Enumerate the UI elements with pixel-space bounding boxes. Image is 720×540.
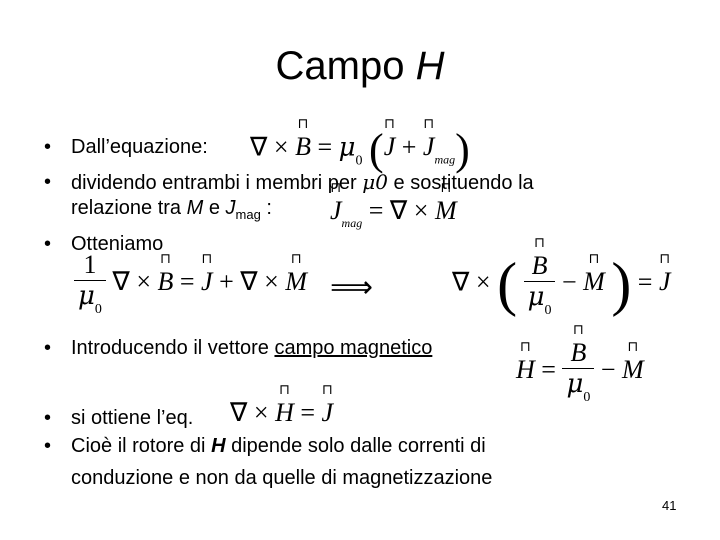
title-var: H [415,44,445,88]
equation-jmag: ⊓ $J_{mag}$ = ∇ × ⊓ M [330,196,457,231]
bullet-2-line-2: relazione tra M e $J_{mag}$ : [71,197,272,222]
equation-divided: $\frac{1}{\mu_0}$ ∇ × ⊓ B = ⊓ J + ∇ × ⊓ M [74,250,307,318]
slide-title [0,44,720,89]
equation-ampere: ∇ × ⊓ $B = \mu_0$ (⊓ J + ⊓ $J_{mag}$) [250,124,470,175]
equation-curl-h: ∇ × ⊓ H = ⊓ J [230,398,333,428]
bullet-glyph: • [44,337,52,359]
bullet-3-text: Otteniamo [71,233,164,255]
bullet-5-text: si ottiene l’eq. [71,407,194,429]
equation-h-definition: ⊓ H = ⊓ $\frac{B}{\mu_0}$ − ⊓ M [516,338,644,406]
bullet-glyph: • [44,435,52,457]
bullet-glyph: • [44,136,52,158]
title-prefix: Campo [275,44,405,88]
bullet-2-line-1: dividendo entrambi i membri per μ0 e sostituendo la [71,170,534,194]
equation-result: ∇ × ( ⊓ $\frac{B}{\mu_0}$ − ⊓ M ) = ⊓ J [452,250,671,319]
implies-arrow: ⟹ [330,271,374,304]
bullet-6-line-2: conduzione e non da quelle di magnetizzazione [71,467,493,489]
bullet-4-text: Introducendo il vettore campo magnetico [71,337,433,359]
bullet-glyph: • [44,171,52,193]
bullet-glyph: • [44,407,52,429]
campo-magnetico-link[interactable]: campo magnetico [274,337,433,359]
bullet-1-text: Dall’equazione: [71,136,208,158]
page-number: 41 [662,498,677,513]
bullet-glyph: • [44,233,52,255]
bullet-6-line-1: Cioè il rotore di H dipende solo dalle correnti di [71,435,486,457]
